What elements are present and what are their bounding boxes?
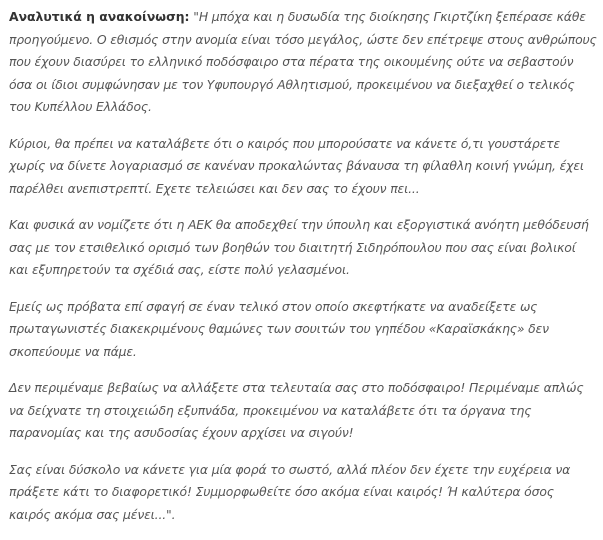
paragraph-6: Σας είναι δύσκολο να κάνετε για μία φορά το σωστό, αλλά πλέον δεν έχετε την ευχέρεια να πράξετε κάτι το διαφορετικό! Συμμορφωθείτε όσο ακόμα είναι καιρός! Ή καλύτερα όσος καιρός ακόμα σας μένει...". <box>9 461 571 522</box>
paragraph-1-text: "Η μπόχα και η δυσωδία της διοίκησης Γκιρτζίκη ξεπέρασε κάθε προηγούμενο. Ο εθισμός στην ανομία είναι τόσο μεγάλος, ώστε δεν επέτρεψε στους ανθρώπους που έχουν διασύρει το ελληνικό ποδόσφαιρο στα πέρατα της οικουμένης ούτε να σεβαστούν όσα οι ίδιοι συμφώνησαν με τον Υφυπουργό Αθλητισμού, προκειμένου να διεξαχθεί ο τελικός του Κυπέλλου Ελλάδος. <box>9 9 597 114</box>
paragraph-3: Και φυσικά αν νομίζετε ότι η ΑΕΚ θα αποδεχθεί την ύπουλη και εξοργιστικά ανόητη μεθόδευσή σας με τον ετσιθελικό ορισμό των βοηθών του διαιτητή Σιδηρόπουλου που σας είναι βολικοί και εξυπηρετούν τα σχέδιά σας, είστε πολύ γελασμένοι. <box>9 217 589 277</box>
paragraph-5: Δεν περιμέναμε βεβαίως να αλλάξετε στα τελευταία σας στο ποδόσφαιρο! Περιμέναμε απλώς να δείχνατε τη στοιχειώδη εξυπνάδα, προκειμένου να καταλάβετε ότι τα όργανα της παρανομίας και της ασυδοσίας έχουν αρχίσει να σιγούν! <box>9 380 584 440</box>
announcement-label: Αναλυτικά η ανακοίνωση: <box>9 9 190 24</box>
paragraph-2: Κύριοι, θα πρέπει να καταλάβετε ότι ο καιρός που μπορούσατε να κάνετε ό,τι γουστάρετε χωρίς να δίνετε λογαριασμό σε κανέναν προκαλώντας βάναυσα τη φίλαθλη κοινή γνώμη, έχει παρέλθει ανεπιστρεπτί. Εχετε τελειώσει και δεν σας το έχουν πει... <box>9 135 584 196</box>
article-body <box>9 6 597 540</box>
paragraph-1 <box>9 6 597 119</box>
paragraph-4: Εμείς ως πρόβατα επί σφαγή σε έναν τελικό στον οποίο σκεφτήκατε να αναδείξετε ως πρωταγωνιστές διακεκριμένους θαμώνες των σουιτών του γηπέδου «Καραϊσκάκης» δεν σκοπεύουμε να πάμε. <box>9 298 549 359</box>
